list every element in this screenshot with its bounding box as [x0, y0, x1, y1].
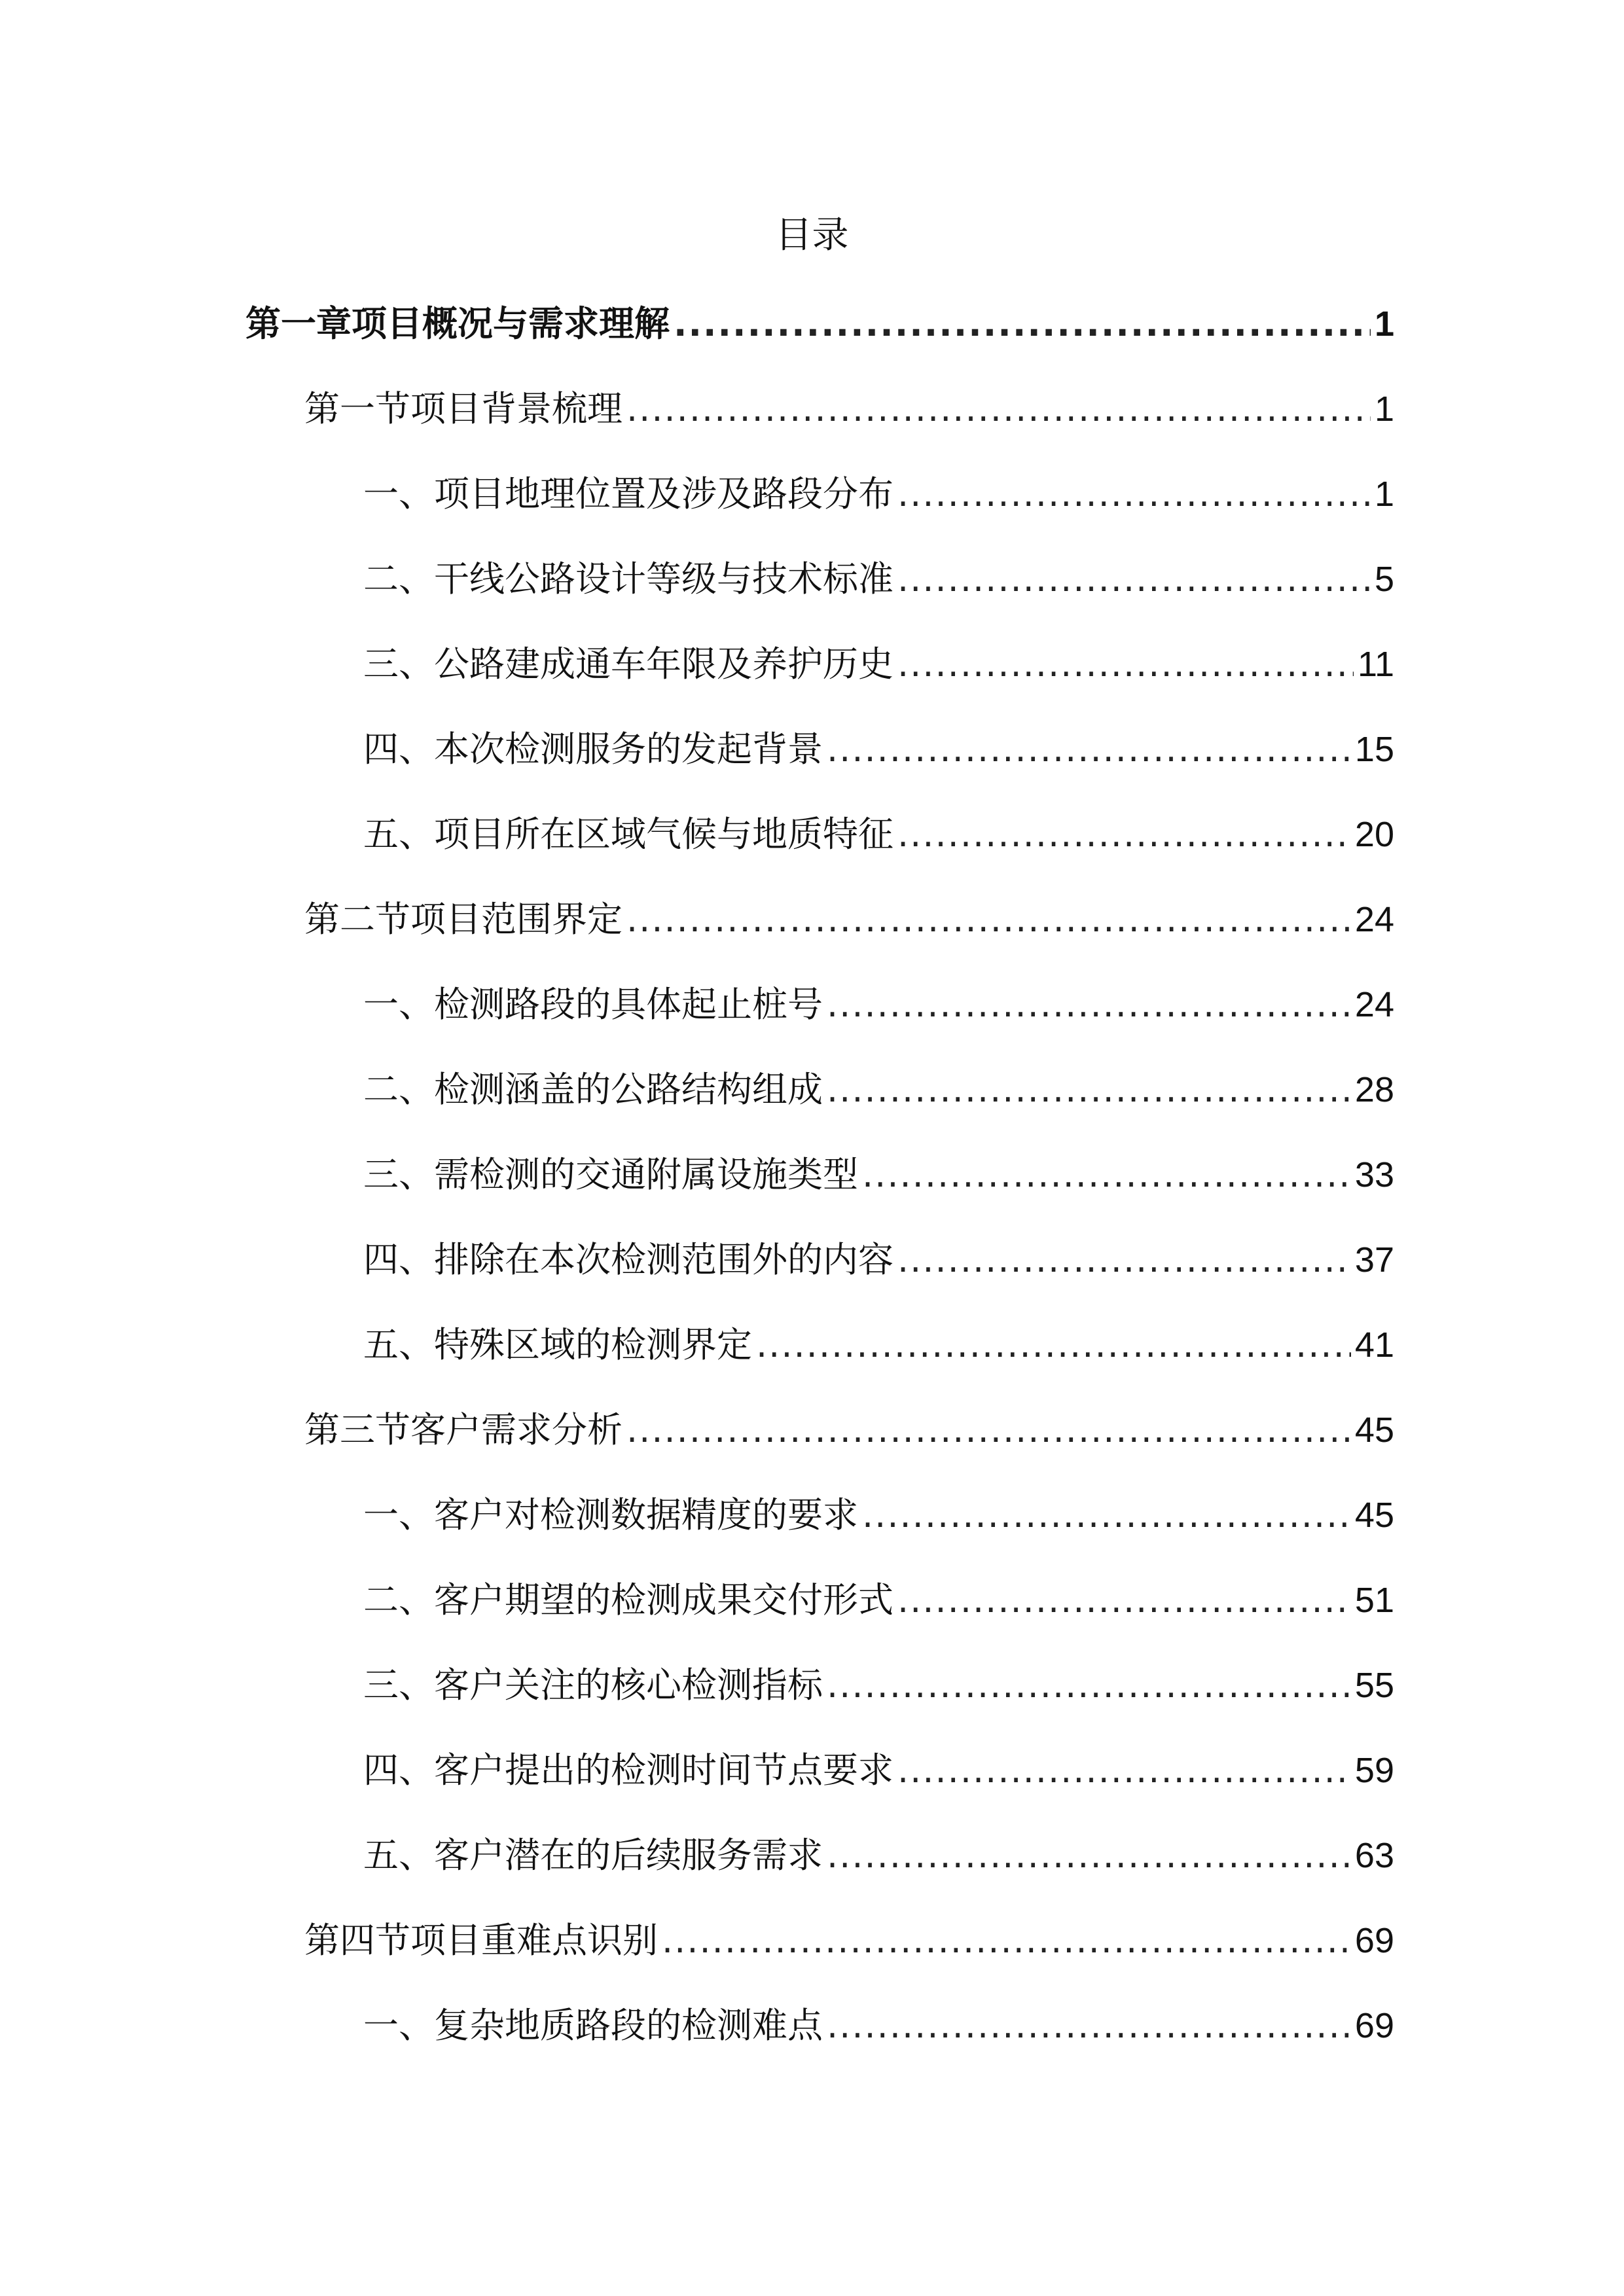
toc-entry-page: 69 [1354, 1921, 1394, 1960]
toc-leader-dots [827, 1829, 1351, 1882]
toc-leader-dots [897, 553, 1371, 605]
toc-entry-subsection[interactable] [363, 808, 1394, 861]
toc-entry-text: 一、检测路段的具体起止桩号 [363, 984, 823, 1025]
toc-entry-page: 37 [1354, 1240, 1394, 1280]
toc-leader-dots [626, 893, 1351, 946]
toc-entry-page: 24 [1354, 985, 1394, 1024]
toc-entry-subsection[interactable] [363, 1829, 1394, 1882]
toc-entry-text: 四、本次检测服务的发起背景 [363, 728, 823, 770]
toc-entry-text: 第四节项目重难点识别 [304, 1920, 658, 1961]
toc-entry-section[interactable] [304, 1914, 1394, 1967]
toc-entry-text: 一、项目地理位置及涉及路段分布 [363, 473, 893, 514]
toc-entry-text: 二、客户期望的检测成果交付形式 [363, 1579, 893, 1621]
toc-entry-subsection[interactable] [363, 1659, 1394, 1712]
toc-entry-text: 第一节项目背景梳理 [304, 388, 623, 429]
toc-entry-page: 51 [1354, 1581, 1394, 1620]
toc-entry-text: 四、排除在本次检测范围外的内容 [363, 1239, 893, 1280]
toc-entry-subsection[interactable] [363, 978, 1394, 1031]
toc-entry-page: 1 [1374, 389, 1394, 429]
toc-entry-page: 41 [1354, 1325, 1394, 1365]
toc-leader-dots [626, 1404, 1351, 1456]
toc-entry-text: 三、公路建成通车年限及养护历史 [363, 643, 893, 685]
toc-leader-dots [626, 383, 1371, 435]
toc-leader-dots [674, 298, 1371, 350]
toc-leader-dots [827, 1659, 1351, 1712]
toc-entry-page: 69 [1354, 2006, 1394, 2045]
toc-leader-dots [827, 2000, 1351, 2052]
toc-entry-subsection[interactable] [363, 1064, 1394, 1116]
toc-entry-subsection[interactable] [363, 2000, 1394, 2052]
toc-entry-chapter-1[interactable] [245, 298, 1394, 350]
toc-entry-page: 15 [1354, 730, 1394, 769]
toc-entry-page: 11 [1357, 645, 1394, 684]
toc-entry-text: 二、检测涵盖的公路结构组成 [363, 1069, 823, 1110]
toc-entry-page: 59 [1354, 1751, 1394, 1790]
toc-leader-dots [827, 723, 1351, 776]
toc-leader-dots [827, 1064, 1351, 1116]
toc-entry-text: 第一章项目概况与需求理解 [245, 303, 670, 344]
toc-entry-text: 二、干线公路设计等级与技术标准 [363, 558, 893, 600]
toc-leader-dots [897, 1234, 1351, 1286]
toc-entry-subsection[interactable] [363, 723, 1394, 776]
toc-entry-subsection[interactable] [363, 1319, 1394, 1371]
toc-entry-text: 五、特殊区域的检测界定 [363, 1324, 752, 1365]
toc-leader-dots [897, 468, 1371, 520]
toc-entry-page: 63 [1354, 1836, 1394, 1875]
toc-entry-page: 45 [1354, 1496, 1394, 1535]
toc-leader-dots [897, 808, 1351, 861]
toc-leader-dots [862, 1489, 1351, 1541]
toc-entry-subsection[interactable] [363, 1234, 1394, 1286]
toc-entry-page: 1 [1374, 304, 1394, 344]
toc-leader-dots [897, 1744, 1351, 1797]
toc-entry-page: 20 [1354, 815, 1394, 854]
toc-title: 目录 [775, 214, 849, 257]
toc-entry-subsection[interactable] [363, 468, 1394, 520]
toc-leader-dots [897, 1574, 1351, 1626]
toc-entry-text: 四、客户提出的检测时间节点要求 [363, 1749, 893, 1791]
toc-entry-subsection[interactable] [363, 1489, 1394, 1541]
toc-leader-dots [827, 978, 1351, 1031]
toc-entry-text: 三、需检测的交通附属设施类型 [363, 1154, 858, 1195]
toc-entry-section[interactable] [304, 893, 1394, 946]
toc-entry-page: 45 [1354, 1410, 1394, 1450]
toc-entry-subsection[interactable] [363, 1149, 1394, 1201]
toc-leader-dots [756, 1319, 1351, 1371]
toc-entry-text: 第三节客户需求分析 [304, 1409, 623, 1450]
toc-entry-section[interactable] [304, 383, 1394, 435]
toc-entry-subsection[interactable] [363, 1574, 1394, 1626]
toc-entry-page: 5 [1374, 560, 1394, 599]
toc-entry-text: 第二节项目范围界定 [304, 899, 623, 940]
toc-entry-page: 1 [1374, 475, 1394, 514]
toc-leader-dots [897, 638, 1354, 691]
toc-entry-text: 五、客户潜在的后续服务需求 [363, 1835, 823, 1876]
toc-entry-section[interactable] [304, 1404, 1394, 1456]
toc-leader-dots [862, 1149, 1351, 1201]
toc-entry-text: 一、客户对检测数据精度的要求 [363, 1494, 858, 1535]
toc-entry-text: 三、客户关注的核心检测指标 [363, 1664, 823, 1706]
toc-entry-subsection[interactable] [363, 638, 1394, 691]
toc-entry-text: 一、复杂地质路段的检测难点 [363, 2005, 823, 2046]
toc-entry-text: 五、项目所在区域气候与地质特征 [363, 814, 893, 855]
toc-entry-subsection[interactable] [363, 553, 1394, 605]
toc-entry-page: 24 [1354, 900, 1394, 939]
toc-entry-page: 28 [1354, 1070, 1394, 1109]
toc-leader-dots [662, 1914, 1351, 1967]
toc-entry-page: 55 [1354, 1666, 1394, 1705]
toc-entry-subsection[interactable] [363, 1744, 1394, 1797]
toc-entry-page: 33 [1354, 1155, 1394, 1194]
